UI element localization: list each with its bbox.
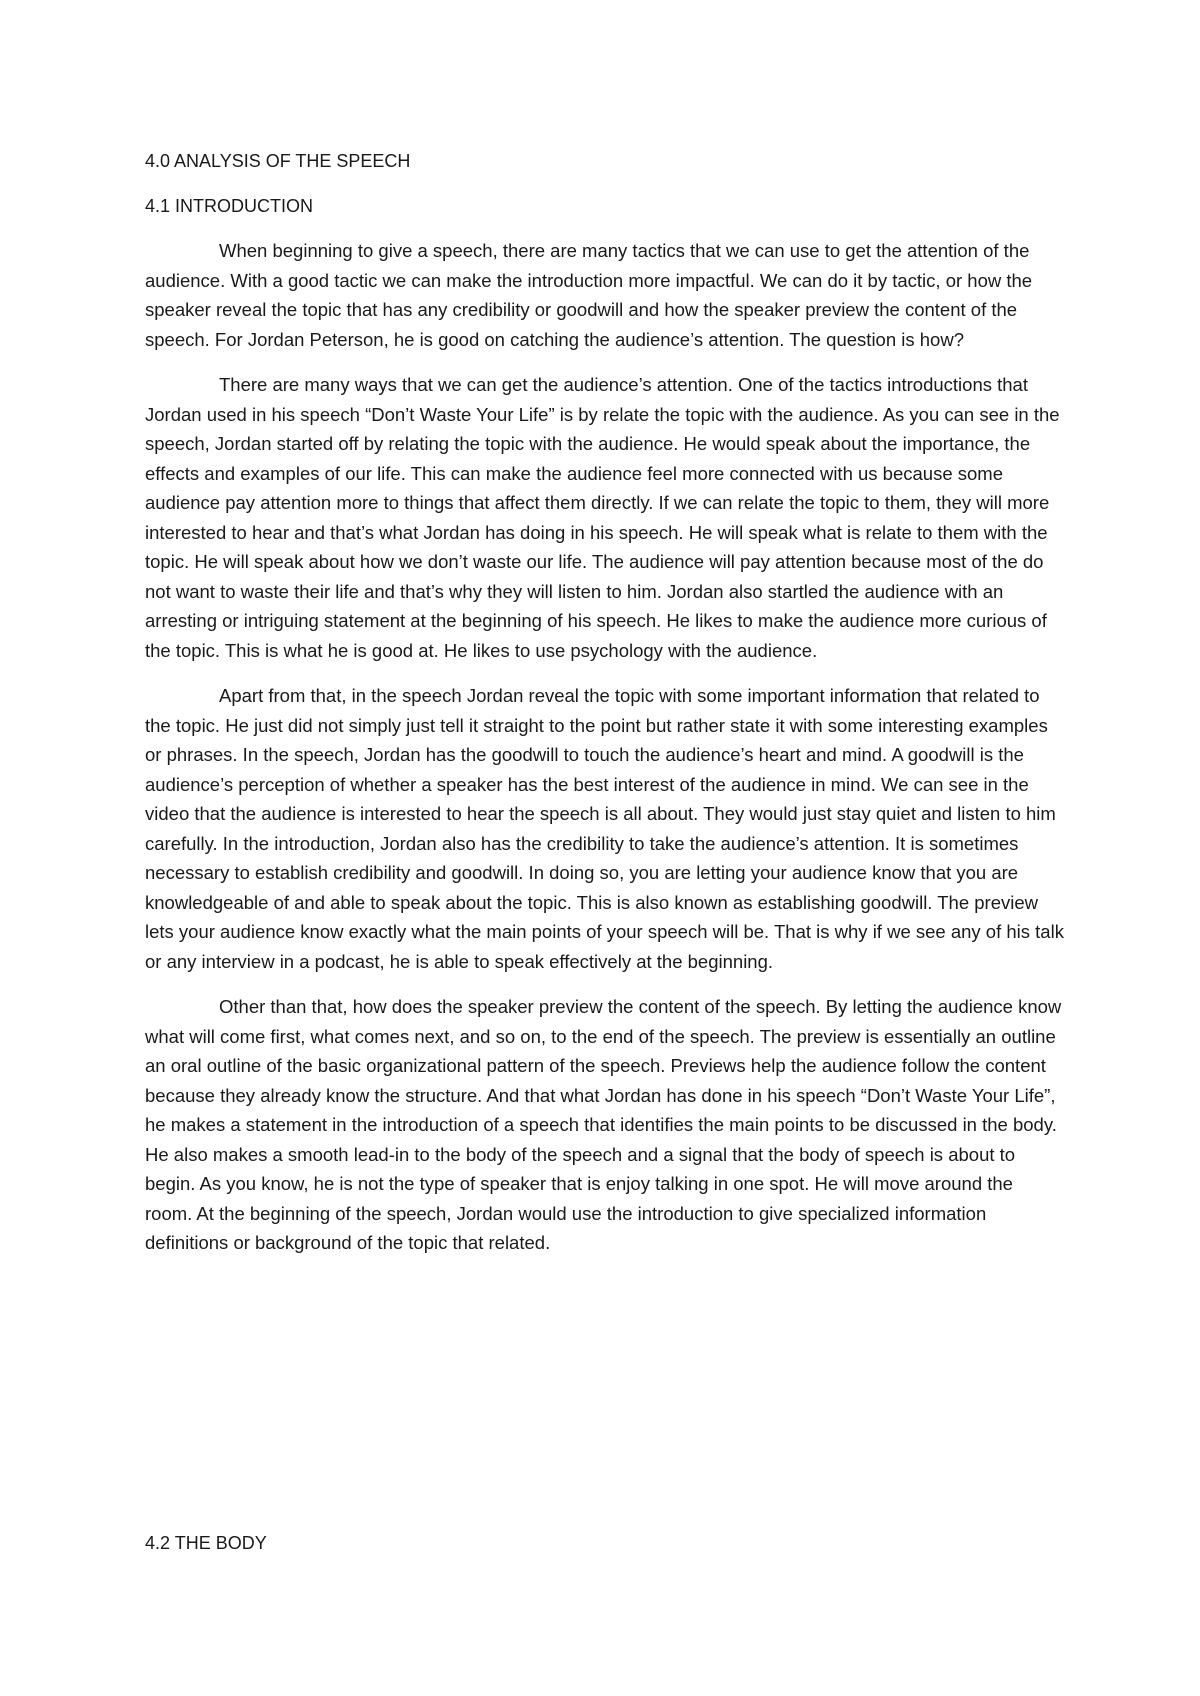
paragraph-reveal-topic: Apart from that, in the speech Jordan reveal the topic with some important information that related to the topic. He just did not simply just tell it straight to the point but rather state it with some interesting examples or phrases. In the speech, Jordan has the goodwill to touch the audience’s heart and mind. A goodwill is the audience’s perception of whether a speaker has the best interest of the audience in mind. We can see in the video that the audience is interested to hear the speech is all about. They would just stay quiet and listen to him carefully. In the introduction, Jordan also has the credibility to take the audience’s attention. It is sometimes necessary to establish credibility and goodwill. In doing so, you are letting your audience know that you are knowledgeable of and able to speak about the topic. This is also known as establishing goodwill. The preview lets your audience know exactly what the main points of your speech will be. That is why if we see any of his talk or any interview in a podcast, he is able to speak effectively at the beginning. <box>145 685 1064 972</box>
paragraph-preview-content: Other than that, how does the speaker preview the content of the speech. By letting the audience know what will come first, what comes next, and so on, to the end of the speech. The preview is essentially an outline an oral outline of the basic organizational pattern of the speech. Previews help the audience follow the content because they already know the structure. And that what Jordan has done in his speech “Don’t Waste Your Life”, he makes a statement in the introduction of a speech that identifies the main points to be discussed in the body. He also makes a smooth lead-in to the body of the speech and a signal that the body of speech is about to begin. As you know, he is not the type of speaker that is enjoy talking in one spot. He will move around the room. At the beginning of the speech, Jordan would use the introduction to give specialized information definitions or background of the topic that related. <box>145 996 1062 1253</box>
paragraph-attention-tactics: When beginning to give a speech, there are many tactics that we can use to get the attention of the audience. With a good tactic we can make the introduction more impactful. We can do it by tactic, or how the speaker reveal the topic that has any credibility or goodwill and how the speaker preview the content of the speech. For Jordan Peterson, he is good on catching the audience’s attention. The question is how? <box>145 240 1033 350</box>
introduction-body <box>145 236 1065 1274</box>
section-heading-body: 4.2 THE BODY <box>145 1533 267 1553</box>
section-heading-introduction: 4.1 INTRODUCTION <box>145 196 314 216</box>
section-heading-analysis: 4.0 ANALYSIS OF THE SPEECH <box>145 151 411 171</box>
paragraph-relate-topic: There are many ways that we can get the audience’s attention. One of the tactics introductions that Jordan used in his speech “Don’t Waste Your Life” is by relate the topic with the audience. As you can see in the speech, Jordan started off by relating the topic with the audience. He would speak about the importance, the effects and examples of our life. This can make the audience feel more connected with us because some audience pay attention more to things that affect them directly. If we can relate the topic to them, they will more interested to hear and that’s what Jordan has doing in his speech. He will speak what is relate to them with the topic. He will speak about how we don’t waste our life. The audience will pay attention because most of the do not want to waste their life and that’s why they will listen to him. Jordan also startled the audience with an arresting or intriguing statement at the beginning of his speech. He likes to make the audience more curious of the topic. This is what he is good at. He likes to use psychology with the audience. <box>145 374 1060 661</box>
